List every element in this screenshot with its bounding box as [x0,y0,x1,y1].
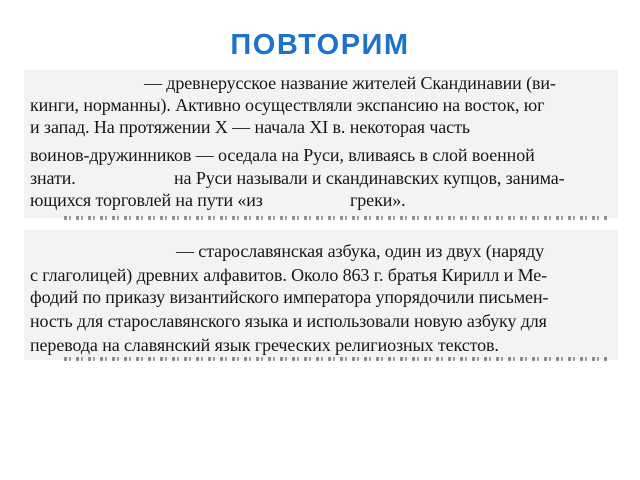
text-line: ющихся торговлей на пути «из [30,190,263,210]
text-line: кинги, норманны). Активно осуществляли экспансию на восток, юг [30,95,545,115]
text-line: греки». [350,190,406,210]
scanned-paragraph-varangians [24,70,618,218]
torn-text-edge [24,214,618,222]
text-line: перевода на славянский язык греческих религиозных текстов. [30,335,499,355]
text-line: воинов-дружинников — оседала на Руси, вливаясь в слой военной [30,145,535,165]
text-line: фодий по приказу византийского императора упорядочили письмен- [30,287,549,307]
scanned-paragraph-cyrillic [24,230,618,360]
text-line: с глаголицей) древних алфавитов. Около 863 г. братья Кирилл и Ме- [30,265,548,285]
text-line: на Руси называли и скандинавских купцов, занима- [174,168,565,188]
page-title: ПОВТОРИМ [230,29,410,61]
text-line: — старославянская азбука, один из двух (наряду [176,241,545,261]
text-line: и запад. На протяжении X — начала XI в. некоторая часть [30,117,470,137]
text-line: ность для старославянского языка и использовали новую азбуку для [30,311,547,331]
text-line: — древнерусское название жителей Скандинавии (ви- [144,73,556,93]
torn-text-edge [24,355,618,363]
text-line: знати. [30,168,76,188]
